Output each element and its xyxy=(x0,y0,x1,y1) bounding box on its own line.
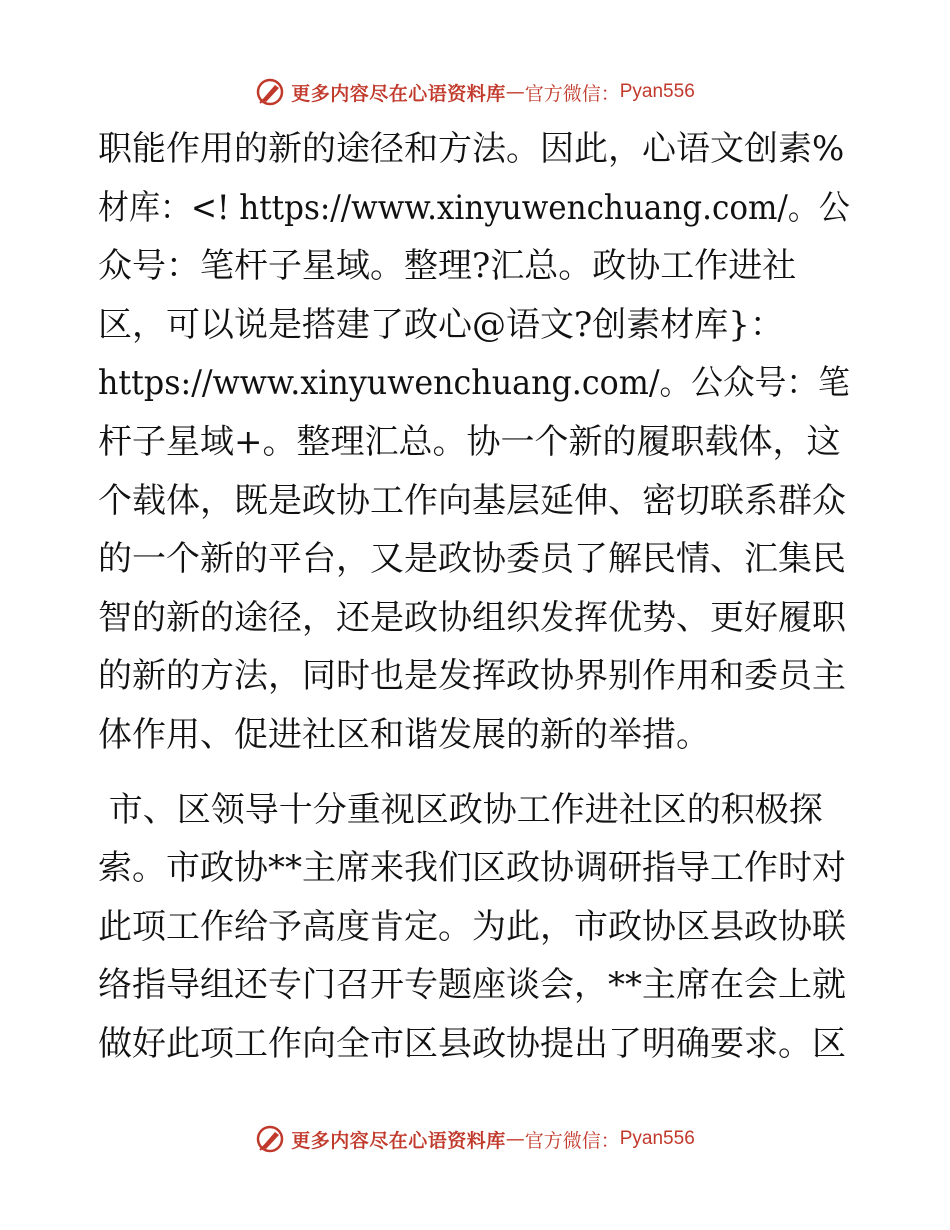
paragraph-line: 众号：笔杆子星域。整理?汇总。政协工作进社 xyxy=(98,246,797,287)
footer-banner-wechat-label: 官方微信： xyxy=(524,1129,620,1152)
paragraph-line: 市、区领导十分重视区政协工作进社区的积极探 xyxy=(98,789,823,830)
header-banner-wechat-id: Pyan556 xyxy=(619,81,695,102)
paragraph-line: 索。市政协**主席来我们区政协调研指导工作时对 xyxy=(98,848,846,889)
paragraph-line: 的一个新的平台，又是政协委员了解民情、汇集民 xyxy=(98,539,846,580)
paragraph-2 xyxy=(98,781,850,1074)
paragraph-line: 个载体，既是政协工作向基层延伸、密切联系群众 xyxy=(98,480,846,521)
paragraph-line: 的新的方法，同时也是发挥政协界别作用和委员主 xyxy=(98,656,846,697)
header-banner-title: 更多内容尽在心语资料库 xyxy=(291,82,506,105)
document-body xyxy=(98,120,850,1074)
pen-logo-icon xyxy=(255,1124,285,1154)
paragraph-line: 职能作用的新的途径和方法。因此，心语文创素% xyxy=(98,129,845,169)
paragraph-1 xyxy=(98,120,850,765)
paragraph-line: https://www.xinyuwenchuang.com/。公众号：笔 xyxy=(98,363,850,404)
footer-banner-title: 更多内容尽在心语资料库 xyxy=(291,1129,506,1152)
header-banner xyxy=(0,74,950,110)
header-banner-wechat-label: 官方微信： xyxy=(524,82,620,105)
paragraph-line: 材库：<! https://www.xinyuwenchuang.com/。公 xyxy=(98,187,850,228)
paragraph-line: 此项工作给予高度肯定。为此，市政协区县政协联 xyxy=(98,906,846,947)
paragraph-line: 区，可以说是搭建了政心@语文?创素材库}： xyxy=(98,304,784,345)
footer-banner xyxy=(0,1121,950,1157)
paragraph-line: 体作用、促进社区和谐发展的新的举措。 xyxy=(98,714,710,755)
footer-banner-wechat-id: Pyan556 xyxy=(619,1128,695,1149)
header-banner-dash: — xyxy=(505,81,525,103)
paragraph-line: 杆子星域+。整理汇总。协一个新的履职载体，这 xyxy=(98,421,841,462)
paragraph-line: 做好此项工作向全市区县政协提出了明确要求。区 xyxy=(98,1023,846,1064)
paragraph-line: 智的新的途径，还是政协组织发挥优势、更好履职 xyxy=(98,597,846,638)
pen-logo-icon xyxy=(255,77,285,107)
paragraph-line: 络指导组还专门召开专题座谈会，**主席在会上就 xyxy=(98,965,846,1006)
footer-banner-dash: — xyxy=(505,1128,525,1150)
